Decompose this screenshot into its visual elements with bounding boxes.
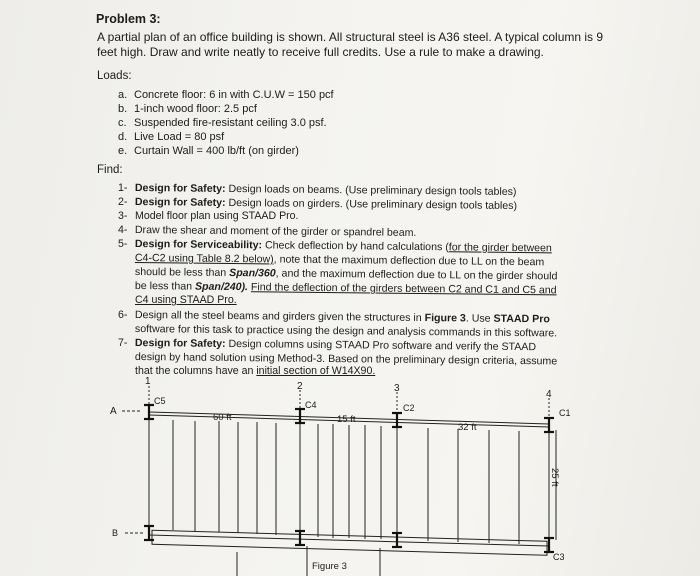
load-item-e: Curtain Wall = 400 lb/ft (on girder) xyxy=(134,145,299,157)
grid-number-2: 2 xyxy=(297,381,303,392)
find-item-4-number: 4- xyxy=(118,224,128,236)
find-item-5-line-2: C4-C2 using Table 8.2 below), note that the maximum deflection due to LL on the beam xyxy=(134,252,545,269)
grid-letter-b: B xyxy=(112,528,119,538)
grid-number-3: 3 xyxy=(394,383,400,394)
find-item-5-line-4: be less than Span/240). Find the deflection of the girders between C2 and C1 and C5 and xyxy=(134,280,557,297)
grid-letter-a: A xyxy=(110,406,117,417)
dim-label-32ft: 32 ft xyxy=(458,422,477,433)
column-c3-symbol xyxy=(544,538,554,552)
load-item-b-letter: b. xyxy=(118,103,128,115)
find-item-5-number: 5- xyxy=(118,238,128,250)
column-label-c1: C1 xyxy=(559,408,571,418)
find-item-6-line-1: Design all the steel beams and girders given the structures in Figure 3. Use STAAD Pro xyxy=(134,309,550,326)
column-label-c4: C4 xyxy=(305,400,317,410)
column-b2-symbol xyxy=(295,531,305,545)
column-b3-symbol xyxy=(392,533,402,547)
figure-caption: Figure 3 xyxy=(312,561,347,572)
find-item-6-number: 6- xyxy=(118,309,128,321)
load-item-c: Suspended fire-resistant ceiling 3.0 psf. xyxy=(134,117,327,129)
find-item-3-number: 3- xyxy=(118,210,128,222)
find-item-5-line-1: Design for Serviceability: Check deflection by hand calculations (for the girder between xyxy=(134,238,552,255)
find-item-1-number: 1- xyxy=(118,182,128,194)
column-c1-symbol xyxy=(544,418,554,432)
find-item-7-number: 7- xyxy=(118,337,128,349)
column-label-c2: C2 xyxy=(403,403,415,413)
column-label-c5: C5 xyxy=(154,396,166,406)
find-item-6-line-2: software for this task to practice using the design and analysis commands in this software. xyxy=(134,323,558,340)
find-item-4: Draw the shear and moment of the girder or spandrel beam. xyxy=(134,224,417,239)
intro-line-2: feet high. Draw and write neatly to receive full credits. Use a rule to make a drawing. xyxy=(97,45,544,59)
find-item-2: Design for Safety: Design loads on girders. (Use preliminary design tools tables) xyxy=(134,196,518,213)
grid-number-4: 4 xyxy=(546,389,552,400)
find-item-2-number: 2- xyxy=(118,196,128,208)
find-item-7-line-1: Design for Safety: Design columns using STAAD Pro software and verify the STAAD xyxy=(134,337,537,354)
find-item-3: Model floor plan using STAAD Pro. xyxy=(135,210,299,222)
load-item-b: 1-inch wood floor: 2.5 pcf xyxy=(134,103,257,115)
dim-label-15ft: 15 ft xyxy=(337,414,356,425)
intro-line-1: A partial plan of an office building is shown. All structural steel is A36 steel. A typical column is 9 xyxy=(97,30,604,44)
find-item-1: Design for Safety: Design loads on beams. (Use preliminary design tools tables) xyxy=(134,182,517,198)
find-item-7-line-3: that the columns have an initial section of W14X90. xyxy=(135,365,376,377)
grid-number-1: 1 xyxy=(145,376,151,387)
problem-title: Problem 3: xyxy=(96,12,161,26)
load-item-c-letter: c. xyxy=(118,117,127,129)
loads-heading: Loads: xyxy=(97,70,132,82)
find-heading: Find: xyxy=(97,164,123,176)
load-item-a-letter: a. xyxy=(118,89,128,101)
find-item-5-line-5: C4 using STAAD Pro. xyxy=(135,294,237,306)
dim-label-25ft: 25 ft xyxy=(549,468,560,487)
find-item-5-line-3: should be less than Span/360, and the maximum deflection due to LL on the girder should xyxy=(134,266,558,283)
load-item-d-letter: d. xyxy=(118,131,128,143)
column-label-c3: C3 xyxy=(553,552,565,562)
find-item-7-line-2: design by hand solution using Method-3. Based on the preliminary design criteria, assume xyxy=(134,351,558,368)
load-item-a: Concrete floor: 6 in with C.U.W = 150 pcf xyxy=(134,89,334,101)
load-item-e-letter: e. xyxy=(118,145,128,157)
dim-label-60ft: 60 ft xyxy=(213,412,232,423)
load-item-d: Live Load = 80 psf xyxy=(134,131,225,143)
